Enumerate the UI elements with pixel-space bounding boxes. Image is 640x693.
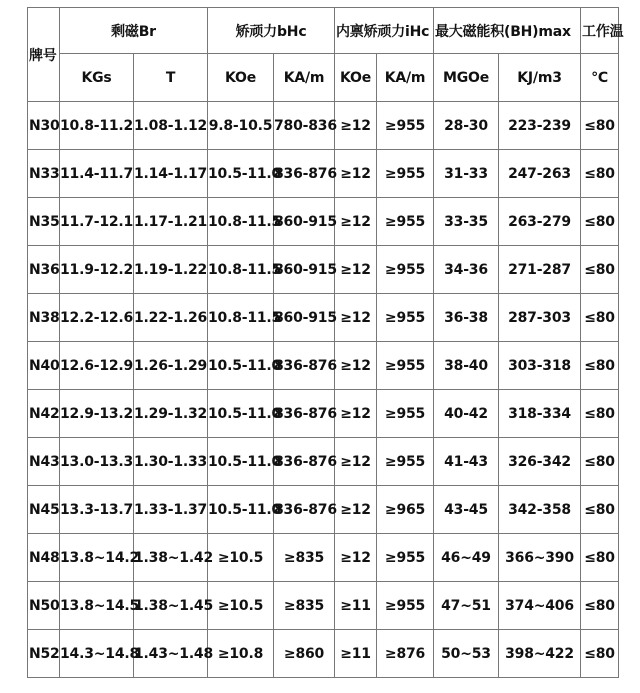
cell-bhmax-mgoe: 46~49 [434,534,499,582]
table-row [28,390,619,438]
cell-bhmax-mgoe: 34-36 [434,246,499,294]
cell-ihc-kam: ≥955 [377,294,434,342]
table-row [28,246,619,294]
cell-bhmax-mgoe: 43-45 [434,486,499,534]
cell-bhc-koe: 10.5-11.0 [208,342,274,390]
cell-bhmax-mgoe: 38-40 [434,342,499,390]
table-row [28,294,619,342]
table-row [28,150,619,198]
cell-br-kgs: 11.7-12.1 [60,198,134,246]
cell-bhmax-kjm3: 271-287 [499,246,581,294]
cell-ihc-kam: ≥955 [377,390,434,438]
cell-bhmax-kjm3: 398~422 [499,630,581,678]
cell-br-t: 1.17-1.21 [134,198,208,246]
group-header-working-temp: 工作温 [581,8,619,54]
cell-bhc-kam: 860-915 [274,294,335,342]
cell-bhc-kam: ≥860 [274,630,335,678]
cell-br-kgs: 12.2-12.6 [60,294,134,342]
cell-grade: N48 [28,534,60,582]
cell-ihc-kam: ≥955 [377,102,434,150]
cell-grade: N30 [28,102,60,150]
cell-grade: N33 [28,150,60,198]
cell-ihc-koe: ≥12 [335,534,377,582]
cell-working-temp: ≤80 [581,294,619,342]
cell-br-t: 1.14-1.17 [134,150,208,198]
cell-br-t: 1.08-1.12 [134,102,208,150]
cell-working-temp: ≤80 [581,150,619,198]
cell-bhmax-mgoe: 41-43 [434,438,499,486]
table-row [28,438,619,486]
cell-ihc-kam: ≥955 [377,438,434,486]
cell-br-t: 1.29-1.32 [134,390,208,438]
cell-ihc-kam: ≥876 [377,630,434,678]
cell-working-temp: ≤80 [581,390,619,438]
magnet-grade-table-container [27,7,624,678]
cell-ihc-kam: ≥955 [377,198,434,246]
cell-bhmax-kjm3: 366~390 [499,534,581,582]
cell-bhmax-mgoe: 28-30 [434,102,499,150]
cell-bhmax-kjm3: 342-358 [499,486,581,534]
cell-ihc-koe: ≥12 [335,150,377,198]
group-header-coercivity: 矫顽力bHc [208,8,335,54]
cell-bhmax-mgoe: 33-35 [434,198,499,246]
cell-grade: N38 [28,294,60,342]
cell-bhmax-mgoe: 31-33 [434,150,499,198]
unit-header: KA/m [274,54,335,102]
unit-header-row [28,54,619,102]
cell-br-t: 1.30-1.33 [134,438,208,486]
cell-ihc-kam: ≥955 [377,150,434,198]
cell-br-kgs: 13.8~14.2 [60,534,134,582]
cell-bhc-kam: 836-876 [274,486,335,534]
cell-br-t: 1.33-1.37 [134,486,208,534]
cell-bhc-koe: 10.5-11.0 [208,486,274,534]
cell-bhc-koe: 10.5-11.0 [208,390,274,438]
cell-ihc-koe: ≥12 [335,294,377,342]
table-row [28,630,619,678]
cell-bhmax-mgoe: 40-42 [434,390,499,438]
cell-br-t: 1.43~1.48 [134,630,208,678]
cell-bhmax-mgoe: 50~53 [434,630,499,678]
cell-working-temp: ≤80 [581,246,619,294]
group-header-row [28,8,619,54]
cell-working-temp: ≤80 [581,534,619,582]
cell-ihc-kam: ≥955 [377,342,434,390]
table-row [28,486,619,534]
cell-bhc-koe: 10.5-11.0 [208,150,274,198]
cell-bhmax-kjm3: 318-334 [499,390,581,438]
cell-grade: N50 [28,582,60,630]
cell-br-kgs: 11.9-12.2 [60,246,134,294]
cell-br-t: 1.38~1.42 [134,534,208,582]
cell-br-t: 1.38~1.45 [134,582,208,630]
brand-header: 牌号 [28,8,60,102]
unit-header: ℃ [581,54,619,102]
cell-ihc-kam: ≥965 [377,486,434,534]
group-header-intrinsic-coercivity: 内禀矫顽力iHc [335,8,434,54]
cell-ihc-koe: ≥11 [335,582,377,630]
cell-bhc-koe: 10.8-11.5 [208,294,274,342]
cell-bhmax-kjm3: 263-279 [499,198,581,246]
cell-grade: N52 [28,630,60,678]
cell-bhc-koe: ≥10.8 [208,630,274,678]
cell-bhmax-kjm3: 374~406 [499,582,581,630]
cell-br-kgs: 14.3~14.8 [60,630,134,678]
unit-header: KGs [60,54,134,102]
unit-header: KJ/m3 [499,54,581,102]
table-row [28,342,619,390]
cell-grade: N45 [28,486,60,534]
cell-bhc-koe: 9.8-10.5 [208,102,274,150]
cell-bhc-koe: ≥10.5 [208,534,274,582]
cell-bhc-kam: ≥835 [274,534,335,582]
table-body [28,102,619,678]
table-row [28,582,619,630]
table-row [28,198,619,246]
cell-ihc-koe: ≥12 [335,390,377,438]
cell-grade: N43 [28,438,60,486]
cell-working-temp: ≤80 [581,486,619,534]
table-row [28,102,619,150]
cell-bhc-kam: 780-836 [274,102,335,150]
cell-working-temp: ≤80 [581,582,619,630]
cell-bhc-kam: 836-876 [274,438,335,486]
cell-ihc-kam: ≥955 [377,534,434,582]
cell-grade: N40 [28,342,60,390]
unit-header: KOe [335,54,377,102]
cell-br-kgs: 12.6-12.9 [60,342,134,390]
cell-working-temp: ≤80 [581,630,619,678]
unit-header: KOe [208,54,274,102]
cell-bhmax-kjm3: 223-239 [499,102,581,150]
cell-bhc-kam: 860-915 [274,246,335,294]
cell-br-t: 1.22-1.26 [134,294,208,342]
table-row [28,534,619,582]
cell-ihc-kam: ≥955 [377,582,434,630]
cell-br-kgs: 12.9-13.2 [60,390,134,438]
cell-bhmax-kjm3: 247-263 [499,150,581,198]
cell-br-kgs: 13.3-13.7 [60,486,134,534]
cell-ihc-kam: ≥955 [377,246,434,294]
cell-br-t: 1.26-1.29 [134,342,208,390]
cell-br-kgs: 11.4-11.7 [60,150,134,198]
cell-ihc-koe: ≥12 [335,102,377,150]
cell-bhc-kam: 860-915 [274,198,335,246]
cell-br-kgs: 13.8~14.5 [60,582,134,630]
cell-bhc-kam: ≥835 [274,582,335,630]
cell-bhc-koe: 10.5-11.0 [208,438,274,486]
cell-working-temp: ≤80 [581,198,619,246]
cell-ihc-koe: ≥12 [335,342,377,390]
cell-working-temp: ≤80 [581,438,619,486]
cell-bhc-kam: 836-876 [274,342,335,390]
magnet-grade-table [27,7,624,678]
cell-bhmax-mgoe: 47~51 [434,582,499,630]
cell-br-kgs: 10.8-11.2 [60,102,134,150]
group-header-max-energy-product: 最大磁能积(BH)max [434,8,581,54]
cell-bhc-kam: 836-876 [274,390,335,438]
cell-bhmax-mgoe: 36-38 [434,294,499,342]
cell-working-temp: ≤80 [581,342,619,390]
cell-br-t: 1.19-1.22 [134,246,208,294]
cell-bhc-koe: 10.8-11.5 [208,246,274,294]
cell-bhmax-kjm3: 303-318 [499,342,581,390]
group-header-remanence: 剩磁Br [60,8,208,54]
cell-working-temp: ≤80 [581,102,619,150]
cell-bhmax-kjm3: 326-342 [499,438,581,486]
cell-ihc-koe: ≥12 [335,246,377,294]
unit-header: MGOe [434,54,499,102]
cell-bhc-koe: ≥10.5 [208,582,274,630]
cell-ihc-koe: ≥12 [335,486,377,534]
unit-header: T [134,54,208,102]
cell-ihc-koe: ≥12 [335,438,377,486]
cell-ihc-koe: ≥12 [335,198,377,246]
cell-grade: N42 [28,390,60,438]
cell-grade: N36 [28,246,60,294]
cell-grade: N35 [28,198,60,246]
cell-bhc-koe: 10.8-11.5 [208,198,274,246]
cell-bhmax-kjm3: 287-303 [499,294,581,342]
cell-br-kgs: 13.0-13.3 [60,438,134,486]
cell-bhc-kam: 836-876 [274,150,335,198]
unit-header: KA/m [377,54,434,102]
cell-ihc-koe: ≥11 [335,630,377,678]
